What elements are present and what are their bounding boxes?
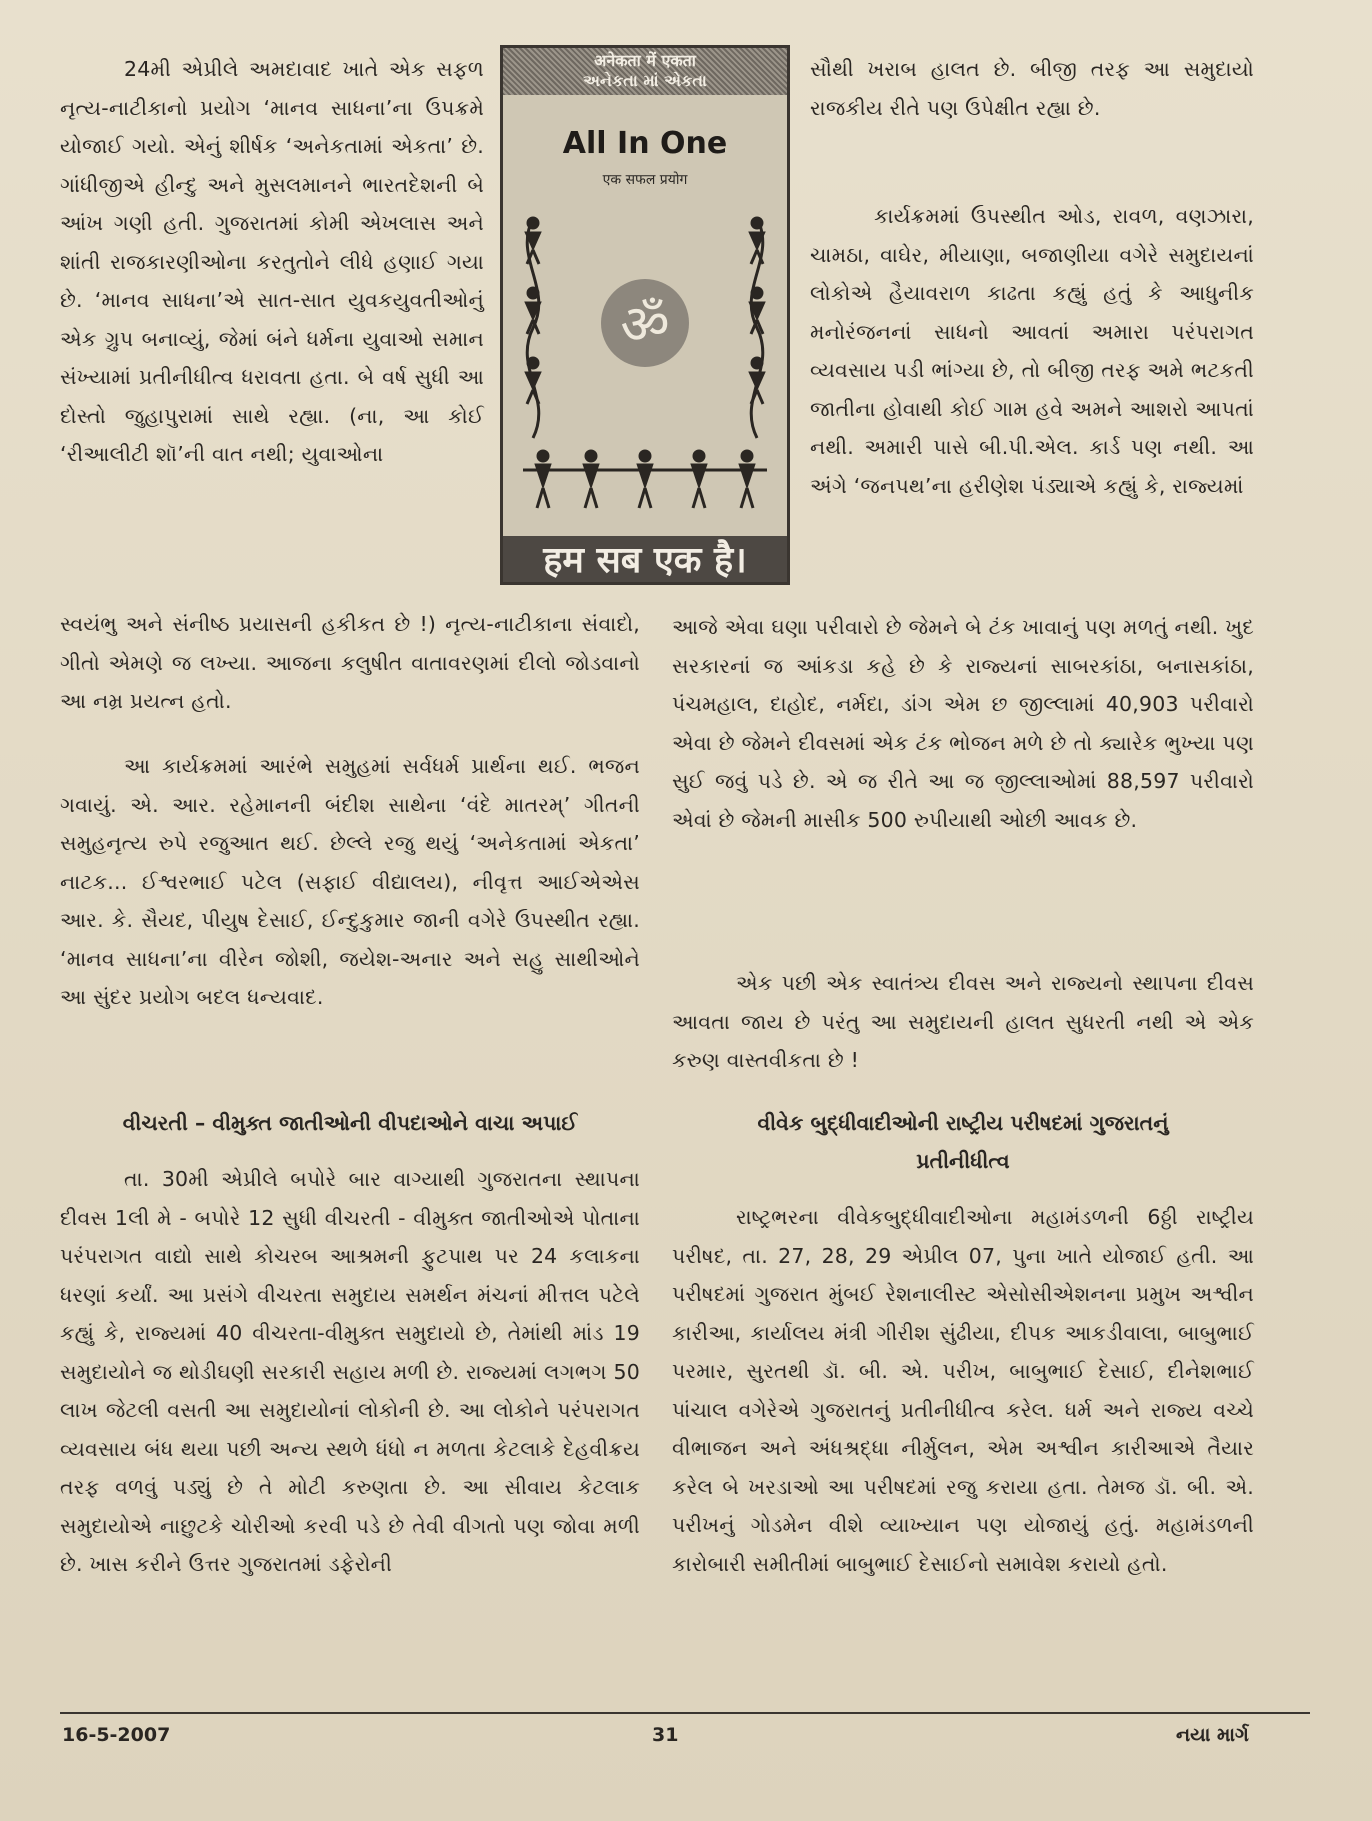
footer-date: 16-5-2007	[62, 1724, 171, 1746]
article2-paragraph1: તા. 30મી એપ્રીલે બપોરે બાર વાગ્યાથી ગુજરાતના સ્થાપના દીવસ 1લી મે - બપોરે 12 સુધી વીચરતી - વીમુક્ત જાતીઓએ પોતાના પરંપરાગત વાદ્યો સાથે કોચરબ આશ્રમની ફુટપાથ પર 24 કલાકના ધરણાં કર્યાં. આ પ્રસંગે વીચરતા સમુદાય સમર્થન મંચનાં મીત્તલ પટેલે કહ્યું કે, રાજ્યમાં 40 વીચરતા-વીમુક્ત સમુદાયો છે, તેમાંથી માંડ 19 સમુદાયોને જ થોડીઘણી સરકારી સહાય મળી છે. રાજ્યમાં લગભગ 50 લાખ જેટલી વસતી આ સમુદાયોનાં લોકોની છે. આ લોકોને પરંપરાગત વ્યવસાય બંધ થયા પછી અન્ય સ્થળે ધંધો ન મળતા કેટલાકે દેહવીક્રય તરફ વળવું પડ્યું છે તે મોટી કરુણતા છે. આ સીવાય કેટલાક સમુદાયોએ નાછુટકે ચોરીઓ કરવી પડે છે તેવી વીગતો પણ જોવા મળી છે. ખાસ કરીને ઉત્તર ગુજરાતમાં ડફેરોની	[60, 1167, 640, 1576]
article1-paragraph1: 24મી એપ્રીલે અમદાવાદ ખાતે એક સફળ નૃત્ય-નાટીકાનો પ્રયોગ ‘માનવ સાધના’ના ઉપક્રમે યોજાઈ ગયો. એનું શીર્ષક ‘અનેકતામાં એકતા’ છે. ગાંધીજીએ હીન્દુ અને મુસલમાનને ભારતદેશની બે આંખ ગણી હતી. ગુજરાતમાં કોમી એખલાસ અને શાંતી રાજકારણીઓના કરતુતોને લીધે હણાઈ ગયા છે. ‘માનવ સાધના’એ સાત-સાત યુવકયુવતીઓનું એક ગ્રુપ બનાવ્યું, જેમાં બંને ધર્મના યુવાઓ સમાન સંખ્યામાં પ્રતીનીધીત્વ ધરાવતા હતા. બે વર્ષ સુધી આ દોસ્તો જુહાપુરામાં સાથે રહ્યા. (ના, આ કોઈ ‘રીઆલીટી શૉ’ની વાત નથી; યુવાઓના	[60, 57, 484, 466]
poster-top-hindi: अनेकता में एकता	[594, 51, 696, 70]
poster-banner	[503, 48, 787, 95]
footer-magazine-name: નયા માર્ગ	[1176, 1724, 1249, 1746]
om-symbol-icon: ॐ	[620, 293, 670, 356]
poster-bottom-slogan: हम सब एक है।	[503, 536, 787, 585]
footer-page-number: 31	[652, 1724, 679, 1746]
article2-heading: વીચરતી – વીમુક્ત જાતીઓની વીપદાઓને વાચા અપાઈ	[122, 1111, 578, 1135]
article1-paragraph1-continuation: સ્વયંભુ અને સંનીષ્ઠ પ્રયાસની હકીકત છે !) નૃત્ય-નાટીકાના સંવાદો, ગીતો એમણે જ લખ્યા. આજના કલુષીત વાતાવરણમાં દીલો જોડવાનો આ નમ્ર પ્રયત્ન હતો.	[60, 612, 640, 713]
article2-paragraph2-continuation: આજે એવા ઘણા પરીવારો છે જેમને બે ટંક ખાવાનું પણ મળતું નથી. ખુદ સરકારનાં જ આંકડા કહે છે કે રાજ્યનાં સાબરકાંઠા, બનાસકાંઠા, પંચમહાલ, દાહોદ, નર્મદા, ડાંગ એમ છ જીલ્લામાં 40,903 પરીવારો એવા છે જેમને દીવસમાં એક ટંક ભોજન મળે છે તો ક્યારેક ભુખ્યા પણ સુઈ જવું પડે છે. એ જ રીતે આ જ જીલ્લાઓમાં 88,597 પરીવારો એવાં છે જેમની માસીક 500 રુપીયાથી ઓછી આવક છે.	[672, 615, 1254, 832]
poster-subtitle: एक सफल प्रयोग	[602, 172, 688, 188]
article3-heading-line1: વીવેક બુદ્ધીવાદીઓની રાષ્ટ્રીય પરીષદમાં ગુજરાતનું	[757, 1111, 1169, 1135]
poster-image	[500, 45, 790, 585]
poster-illustration	[503, 188, 787, 533]
article2-continuation-top: સૌથી ખરાબ હાલત છે. બીજી તરફ આ સમુદાયો રાજકીય રીતે પણ ઉપેક્ષીત રહ્યા છે.	[810, 57, 1254, 120]
poster-top-gujarati: અનેકતા માં એકતા	[583, 71, 707, 90]
article1-paragraph2: આ કાર્યક્રમમાં આરંભે સમુહમાં સર્વધર્મ પ્રાર્થના થઈ. ભજન ગવાયું. એ. આર. રહેમાનની બંદીશ સાથેના ‘વંદે માતરમ્’ ગીતની સમુહનૃત્ય રુપે રજુઆત થઈ. છેલ્લે રજુ થયું ‘અનેકતામાં એકતા’ નાટક... ઈશ્વરભાઈ પટેલ (સફાઈ વીદ્યાલય), નીવૃત્ત આઈએએસ આર. કે. સૈયદ, પીયુષ દેસાઈ, ઈન્દુકુમાર જાની વગેરે ઉપસ્થીત રહ્યા. ‘માનવ સાધના’ના વીરેન જોશી, જયેશ-અનાર અને સહુ સાથીઓને આ સુંદર પ્રયોગ બદલ ધન્યવાદ.	[60, 754, 640, 1009]
article2-paragraph3: એક પછી એક સ્વાતંત્ર્ય દીવસ અને રાજ્યનો સ્થાપના દીવસ આવતા જાય છે પરંતુ આ સમુદાયની હાલત સુધરતી નથી એ એક કરુણ વાસ્તવીકતા છે !	[672, 971, 1254, 1072]
poster-title: All In One	[562, 126, 728, 161]
article3-paragraph1: રાષ્ટ્રભરના વીવેકબુદ્ધીવાદીઓના મહામંડળની 6ઠ્ઠી રાષ્ટ્રીય પરીષદ, તા. 27, 28, 29 એપ્રીલ 07, પુના ખાતે યોજાઈ હતી. આ પરીષદમાં ગુજરાત મુંબઈ રેશનાલીસ્ટ એસોસીએશનના પ્રમુખ અશ્વીન કારીઆ, કાર્યાલય મંત્રી ગીરીશ સુંઢીયા, દીપક આકડીવાલા, બાબુભાઈ પરમાર, સુરતથી ડૉ. બી. એ. પરીખ, બાબુભાઈ દેસાઈ, દીનેશભાઈ પાંચાલ વગેરેએ ગુજરાતનું પ્રતીનીધીત્વ કરેલ. ધર્મ અને રાજ્ય વચ્ચે વીભાજન અને અંધશ્રદ્ધા નીર્મુલન, એમ અશ્વીન કારીઆએ તૈયાર કરેલ બે ખરડાઓ આ પરીષદમાં રજુ કરાયા હતા. તેમજ ડૉ. બી. એ. પરીખનું ગોડમેન વીશે વ્યાખ્યાન પણ યોજાયું હતું. મહામંડળની કારોબારી સમીતીમાં બાબુભાઈ દેસાઈનો સમાવેશ કરાયો હતો.	[672, 1205, 1254, 1576]
footer-rule	[60, 1712, 1310, 1714]
article3-heading-line2: પ્રતીનીધીત્વ	[916, 1149, 1010, 1173]
article2-paragraph2: કાર્યક્રમમાં ઉપસ્થીત ઓડ, રાવળ, વણઝારા, ચામઠા, વાઘેર, મીયાણા, બજાણીયા વગેરે સમુદાયનાં લોકોએ હૈયાવરાળ કાઢતા કહ્યું હતું કે આધુનીક મનોરંજનનાં સાધનો આવતાં અમારા પરંપરાગત વ્યવસાય પડી ભાંગ્યા છે, તો બીજી તરફ અમે ભટકતી જાતીના હોવાથી કોઈ ગામ હવે અમને આશરો આપતાં નથી. અમારી પાસે બી.પી.એલ. કાર્ડ પણ નથી. આ અંગે ‘જનપથ’ના હરીણેશ પંડ્યાએ કહ્યું કે, રાજ્યમાં	[810, 204, 1254, 498]
article3-heading	[672, 1104, 1254, 1180]
